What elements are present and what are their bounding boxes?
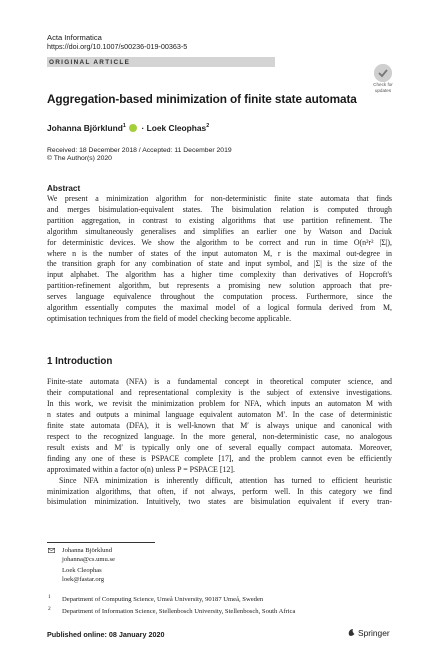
orcid-icon[interactable] (129, 124, 137, 132)
springer-logo-icon (347, 628, 356, 637)
abstract-line: partition-refinement algorithm, but represents a promising new solution approach that pre- (47, 281, 392, 291)
author-1-affiliation: 1 (122, 123, 126, 129)
abstract-line: We present a minimization algorithm for non-deterministic finite state automata that finds (47, 194, 392, 203)
affiliation-2-number: 2 (48, 606, 51, 612)
check-for-updates-icon (374, 64, 392, 82)
contact-1-name: Johanna Björklund (62, 547, 112, 554)
journal-name: Acta Informatica (47, 33, 102, 42)
intro-line: In this work, we revisit the minimization problem for NFA, which inputs an automaton M with (47, 398, 392, 408)
abstract-line: input alphabet. The algorithm has a higher time complexity than derivatives of Hopcroft's (47, 270, 392, 280)
abstract-line: for deterministic devices. We show the algorithm to be correct and run in time O(n²r² |Σ|), (47, 237, 392, 247)
abstract-line: serves language equivalence throughout the computation process. Furthermore, since the (47, 292, 392, 302)
intro-line: finding any one of these is PSPACE complete [17], and the problem cannot even be efficiently (47, 453, 392, 463)
author-list (47, 121, 209, 134)
check-for-updates-badge[interactable] (368, 64, 398, 94)
envelope-icon (48, 548, 55, 553)
intro-line: respect to the recognized language. In the more general, non-deterministic case, no analogous (47, 431, 392, 441)
introduction-body (47, 377, 392, 508)
abstract-line: algorithm simultaneously generalises and simplifies an earlier one by Watson and Daciuk (47, 226, 392, 236)
badge-line-1: Check for (373, 82, 393, 87)
intro-line: finite state automata (DFA), it is well-known that M′ is always unique and canonical with (47, 420, 392, 430)
abstract-line: where n is the number of states of the input automaton M, r is the maximal out-degree in (47, 248, 392, 258)
abstract-line: optimisation techniques from the field of model checking become applicable. (47, 313, 292, 323)
footnote-rule (47, 542, 155, 543)
abstract-line: algorithm essentially computes the maximal model of a logical formula derived from M, (47, 303, 392, 313)
copyright-notice: © The Author(s) 2020 (47, 155, 112, 162)
author-2[interactable]: Loek Cleophas (146, 122, 207, 133)
abstract-line: the transition graph for any combination of state and input symbol, and |Σ| is the size of the (47, 259, 392, 269)
abstract-body (47, 194, 392, 325)
badge-line-2: updates (374, 87, 392, 93)
received-accepted-dates: Received: 18 December 2018 / Accepted: 11 December 2019 (47, 147, 232, 154)
intro-line: approximated within a factor o(n) unless P = PSPACE [12]. (47, 464, 235, 474)
author-2-affiliation: 2 (206, 123, 210, 129)
affiliation-1: Department of Computing Science, Umeå University, 90187 Umeå, Sweden (62, 596, 264, 603)
springer-brand (347, 628, 390, 638)
abstract-line: partition aggregation, in contrast to existing algorithms that use partition refinement. The (47, 215, 392, 225)
article-type-label: ORIGINAL ARTICLE (49, 59, 131, 66)
publisher-name: Springer (358, 628, 390, 638)
section-heading-introduction: 1 Introduction (47, 356, 113, 367)
contact-1-email[interactable]: johanna@cs.umu.se (62, 555, 115, 563)
intro-line: their computational and representational complexity is the subject of extensive investigations. (47, 387, 392, 397)
paper-title: Aggregation-based minimization of finite state automata (47, 92, 357, 106)
intro-line: Finite-state automata (NFA) is a fundamental concept in theoretical computer science, and (47, 377, 392, 386)
intro-line: bisimulation minimization. Intuitively, two states are bisimulation equivalent if every tran- (47, 497, 392, 507)
contact-2-name: Loek Cleophas (62, 567, 102, 574)
author-1[interactable]: Johanna Björklund (47, 122, 123, 133)
doi-link[interactable]: https://doi.org/10.1007/s00236-019-00363-5 (47, 42, 188, 51)
intro-line: result exists and M′ is typically only one of several equally compact automata. Moreover, (47, 442, 392, 452)
intro-line: minimization algorithms, that often, if not always, perform well. In this category we find (47, 486, 392, 496)
abstract-line: and merges bisimulation-equivalent states. The bisimulation relation is computed through (47, 204, 392, 214)
affiliation-2: Department of Information Science, Stellenbosch University, Stellenbosch, South Africa (62, 608, 296, 615)
intro-line: n states and outputs a minimal language equivalent automaton M′. In the case of deterministic (47, 409, 392, 419)
contact-2-email[interactable]: loek@fastar.org (62, 575, 105, 583)
affiliation-1-number: 1 (48, 594, 51, 600)
intro-line: Since NFA minimization is inherently difficult, attention has turned to efficient heuristic (59, 475, 392, 485)
published-online-date: Published online: 08 January 2020 (47, 630, 165, 639)
abstract-heading: Abstract (47, 184, 81, 193)
author-separator: · (139, 122, 147, 133)
